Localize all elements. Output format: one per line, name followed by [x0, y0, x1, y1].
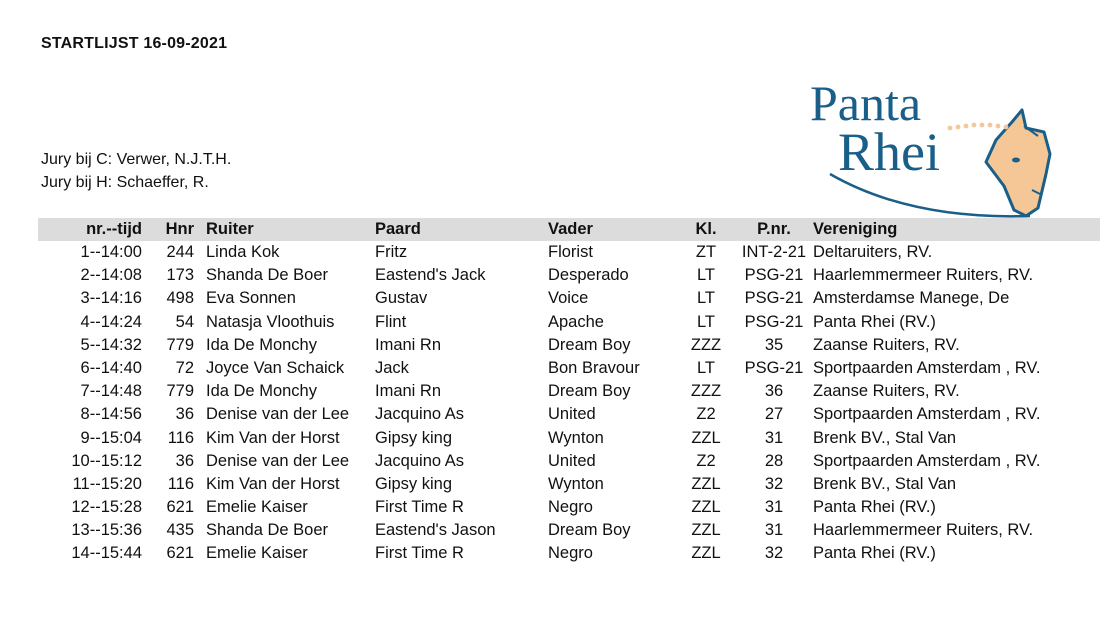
cell-vader: Wynton	[548, 428, 604, 447]
cell-vereniging: Sportpaarden Amsterdam , RV.	[813, 358, 1041, 377]
cell-nr-tijd: 11--15:20	[72, 474, 142, 493]
cell-hnr: 779	[166, 335, 194, 354]
cell-pnr: 31	[764, 521, 784, 540]
header-paard: Paard	[375, 220, 421, 238]
cell-nr-tijd: 8--14:56	[80, 405, 142, 424]
cell-hnr: 498	[166, 289, 194, 308]
cell-pnr: 36	[764, 382, 784, 401]
cell-kl: LT	[696, 266, 716, 285]
jury-h-line: Jury bij H: Schaeffer, R.	[41, 174, 209, 191]
cell-ruiter: Denise van der Lee	[206, 451, 350, 470]
table-row	[38, 496, 1100, 519]
cell-paard: Jack	[375, 358, 409, 377]
cell-paard: Imani Rn	[375, 335, 442, 354]
cell-vereniging: Brenk BV., Stal Van	[813, 428, 957, 447]
cell-paard: First Time R	[375, 544, 464, 563]
cell-vereniging: Amsterdamse Manege, De	[813, 289, 1010, 308]
cell-hnr: 116	[167, 428, 194, 447]
table-header-row	[38, 218, 1100, 241]
cell-kl: ZT	[695, 243, 717, 261]
header-ruiter: Ruiter	[206, 220, 254, 238]
cell-hnr: 36	[175, 405, 194, 424]
table-row	[38, 241, 1100, 264]
cell-kl: Z2	[696, 451, 716, 470]
cell-pnr: PSG-21	[744, 289, 804, 308]
cell-pnr: 32	[764, 544, 784, 563]
header-kl: Kl.	[695, 220, 717, 238]
cell-vereniging: Sportpaarden Amsterdam , RV.	[813, 451, 1041, 470]
cell-kl: ZZL	[691, 474, 721, 493]
cell-kl: ZZZ	[690, 335, 722, 354]
cell-paard: Jacquino As	[375, 451, 464, 470]
cell-kl: ZZL	[691, 521, 721, 540]
cell-ruiter: Ida De Monchy	[206, 335, 317, 354]
cell-hnr: 36	[175, 451, 194, 470]
cell-nr-tijd: 2--14:08	[80, 266, 142, 285]
cell-vereniging: Zaanse Ruiters, RV.	[813, 382, 960, 401]
cell-pnr: PSG-21	[744, 266, 804, 285]
cell-vereniging: Panta Rhei (RV.)	[813, 544, 936, 563]
table-row	[38, 311, 1100, 334]
cell-pnr: 31	[764, 428, 784, 447]
cell-kl: ZZL	[691, 428, 721, 447]
cell-vader: Dream Boy	[548, 382, 631, 401]
cell-hnr: 54	[175, 312, 194, 331]
cell-hnr: 435	[166, 521, 194, 540]
cell-hnr: 621	[166, 544, 194, 563]
cell-vereniging: Haarlemmermeer Ruiters, RV.	[813, 521, 1034, 540]
cell-vader: United	[548, 405, 596, 424]
cell-pnr: 35	[764, 335, 784, 354]
cell-paard: Gustav	[375, 289, 428, 308]
table-row	[38, 403, 1100, 426]
cell-vereniging: Sportpaarden Amsterdam , RV.	[813, 405, 1041, 424]
cell-nr-tijd: 4--14:24	[80, 312, 142, 331]
cell-vader: Wynton	[548, 474, 604, 493]
cell-vereniging: Brenk BV., Stal Van	[813, 474, 957, 493]
header-vereniging: Vereniging	[813, 220, 898, 238]
cell-ruiter: Emelie Kaiser	[206, 544, 308, 563]
cell-hnr: 621	[166, 498, 194, 517]
cell-kl: ZZZ	[690, 382, 722, 401]
header-hnr: Hnr	[165, 220, 194, 238]
cell-kl: LT	[696, 312, 716, 331]
cell-vereniging: Zaanse Ruiters, RV.	[813, 335, 960, 354]
cell-nr-tijd: 5--14:32	[80, 335, 142, 354]
cell-paard: Gipsy king	[375, 428, 453, 447]
cell-pnr: 27	[764, 405, 784, 424]
logo-line1: Panta	[810, 75, 922, 131]
cell-paard: Imani Rn	[375, 382, 442, 401]
cell-nr-tijd: 6--14:40	[80, 358, 142, 377]
cell-nr-tijd: 13--15:36	[71, 521, 142, 540]
cell-kl: ZZL	[691, 544, 721, 563]
table-body	[38, 241, 1100, 566]
startlist-table	[38, 218, 1100, 566]
cell-vader: Bon Bravour	[548, 358, 640, 377]
table-row	[38, 542, 1100, 565]
panta-rhei-logo	[800, 70, 1060, 220]
cell-pnr: 32	[764, 474, 784, 493]
jury-c-line: Jury bij C: Verwer, N.J.T.H.	[41, 151, 232, 168]
cell-ruiter: Linda Kok	[206, 243, 280, 261]
cell-pnr: INT-2-21	[741, 243, 807, 261]
cell-hnr: 116	[167, 474, 194, 493]
cell-vader: Negro	[548, 544, 593, 563]
cell-pnr: PSG-21	[744, 312, 804, 331]
cell-hnr: 244	[166, 243, 194, 261]
cell-vader: Voice	[548, 289, 589, 308]
cell-nr-tijd: 14--15:44	[71, 544, 142, 563]
cell-nr-tijd: 7--14:48	[80, 382, 142, 401]
cell-ruiter: Joyce Van Schaick	[206, 358, 345, 377]
cell-pnr: PSG-21	[744, 358, 804, 377]
cell-kl: Z2	[696, 405, 716, 424]
table-row	[38, 450, 1100, 473]
cell-vader: Dream Boy	[548, 335, 631, 354]
table-row	[38, 264, 1100, 287]
cell-hnr: 173	[166, 266, 194, 285]
cell-ruiter: Kim Van der Horst	[206, 474, 340, 493]
cell-ruiter: Natasja Vloothuis	[206, 312, 335, 331]
table-row	[38, 357, 1100, 380]
cell-kl: LT	[696, 289, 716, 308]
logo-line2: Rhei	[838, 122, 940, 182]
document-title: STARTLIJST 16-09-2021	[41, 35, 228, 52]
cell-ruiter: Emelie Kaiser	[206, 498, 308, 517]
table-row	[38, 380, 1100, 403]
cell-paard: Gipsy king	[375, 474, 453, 493]
cell-paard: Eastend's Jason	[375, 521, 496, 540]
cell-nr-tijd: 10--15:12	[71, 451, 142, 470]
header-nr-tijd: nr.--tijd	[86, 220, 142, 238]
horse-head-icon	[800, 70, 1060, 220]
cell-vader: Negro	[548, 498, 593, 517]
header-pnr: P.nr.	[757, 220, 791, 238]
table-row	[38, 473, 1100, 496]
cell-hnr: 72	[175, 358, 194, 377]
header-vader: Vader	[548, 220, 593, 238]
cell-paard: Flint	[375, 312, 407, 331]
table-row	[38, 287, 1100, 310]
cell-paard: Jacquino As	[375, 405, 464, 424]
cell-nr-tijd: 12--15:28	[71, 498, 142, 517]
cell-ruiter: Eva Sonnen	[206, 289, 296, 308]
table-row	[38, 427, 1100, 450]
table-row	[38, 519, 1100, 542]
cell-vereniging: Panta Rhei (RV.)	[813, 498, 936, 517]
cell-ruiter: Shanda De Boer	[206, 266, 329, 285]
cell-nr-tijd: 3--14:16	[80, 289, 142, 308]
cell-hnr: 779	[166, 382, 194, 401]
cell-paard: Eastend's Jack	[375, 266, 486, 285]
cell-vader: Desperado	[548, 266, 629, 285]
cell-paard: Fritz	[375, 243, 408, 261]
cell-nr-tijd: 1--14:00	[80, 243, 142, 261]
cell-ruiter: Shanda De Boer	[206, 521, 329, 540]
cell-ruiter: Ida De Monchy	[206, 382, 317, 401]
table-row	[38, 334, 1100, 357]
cell-vader: Apache	[548, 312, 604, 331]
cell-paard: First Time R	[375, 498, 464, 517]
cell-vereniging: Deltaruiters, RV.	[813, 243, 933, 261]
cell-vader: Dream Boy	[548, 521, 631, 540]
cell-vereniging: Haarlemmermeer Ruiters, RV.	[813, 266, 1034, 285]
cell-ruiter: Denise van der Lee	[206, 405, 350, 424]
cell-kl: ZZL	[691, 498, 721, 517]
cell-kl: LT	[696, 358, 716, 377]
cell-vereniging: Panta Rhei (RV.)	[813, 312, 936, 331]
cell-pnr: 31	[764, 498, 784, 517]
cell-ruiter: Kim Van der Horst	[206, 428, 340, 447]
cell-pnr: 28	[764, 451, 784, 470]
cell-vader: United	[548, 451, 596, 470]
cell-vader: Florist	[548, 243, 593, 261]
cell-nr-tijd: 9--15:04	[80, 428, 142, 447]
